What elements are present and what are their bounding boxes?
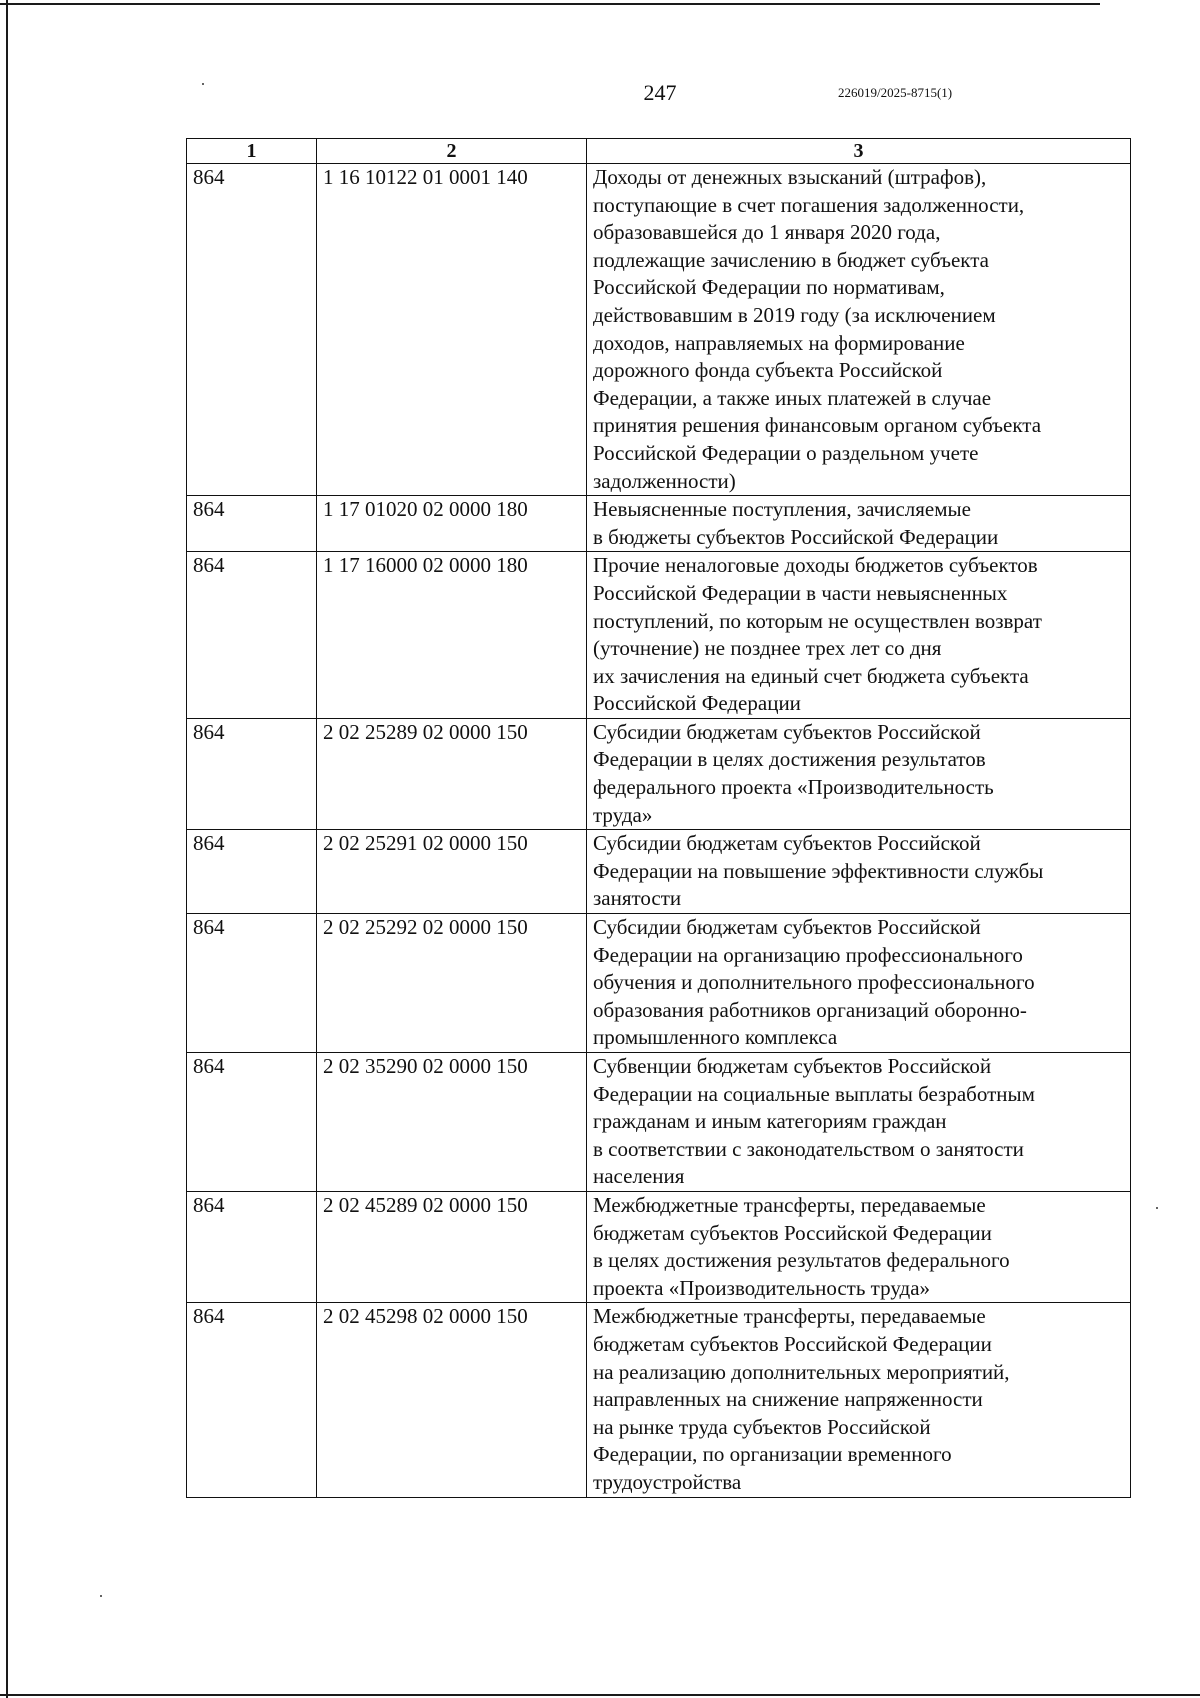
description-line: трудоустройства — [593, 1469, 742, 1494]
description-line: (уточнение) не позднее трех лет со дня — [593, 636, 942, 661]
description-line: федерального проекта «Производительность — [593, 775, 994, 800]
page-number: 247 — [643, 80, 677, 105]
admin-code-cell: 864 — [187, 1303, 317, 1497]
income-description-cell — [587, 496, 1131, 552]
column-header-2: 2 — [317, 139, 587, 164]
scan-speck — [202, 83, 204, 85]
description-line: доходов, направляемых на формирование — [593, 330, 965, 355]
budget-classification-code-cell: 2 02 25292 02 0000 150 — [317, 914, 587, 1053]
budget-classification-code-cell: 2 02 25289 02 0000 150 — [317, 718, 587, 829]
description-line: Российской Федерации в части невыясненных — [593, 580, 1008, 605]
description-line: Прочие неналоговые доходы бюджетов субъектов — [593, 553, 1038, 578]
budget-classification-code-cell: 1 16 10122 01 0001 140 — [317, 164, 587, 496]
budget-classification-code-cell: 1 17 01020 02 0000 180 — [317, 496, 587, 552]
budget-classification-code-cell: 2 02 25291 02 0000 150 — [317, 830, 587, 914]
description-line: в бюджеты субъектов Российской Федерации — [593, 524, 999, 549]
income-description-cell — [587, 552, 1131, 719]
admin-code-cell: 864 — [187, 914, 317, 1053]
description-line: Субвенции бюджетам субъектов Российской — [593, 1054, 992, 1078]
description-line: в соответствии с законодательством о занятости — [593, 1136, 1024, 1161]
admin-code-cell: 864 — [187, 830, 317, 914]
description-line: Межбюджетные трансферты, передаваемые — [593, 1304, 986, 1329]
table-row — [187, 718, 1131, 829]
description-line: проекта «Производительность труда» — [593, 1275, 931, 1300]
description-line: направленных на снижение напряженности — [593, 1387, 983, 1412]
scan-speck — [1156, 1207, 1158, 1209]
description-line: Субсидии бюджетам субъектов Российской — [593, 915, 981, 940]
description-line: Российской Федерации по нормативам, — [593, 275, 945, 300]
description-line: Субсидии бюджетам субъектов Российской — [593, 719, 981, 744]
admin-code-cell: 864 — [187, 1191, 317, 1302]
description-line: Российской Федерации о раздельном учете — [593, 440, 979, 465]
description-line: Федерации на организацию профессионального — [593, 942, 1023, 967]
scan-border-top — [0, 3, 1100, 5]
description-line: на рынке труда субъектов Российской — [593, 1414, 931, 1439]
description-line: Федерации, по организации временного — [593, 1442, 952, 1467]
description-line: промышленного комплекса — [593, 1025, 838, 1050]
income-description-cell — [587, 830, 1131, 914]
table-row — [187, 164, 1131, 496]
description-line: Российской Федерации — [593, 691, 801, 716]
document-id: 226019/2025-8715(1) — [838, 85, 953, 100]
description-line: Межбюджетные трансферты, передаваемые — [593, 1192, 986, 1217]
description-line: бюджетам субъектов Российской Федерации — [593, 1220, 992, 1245]
description-line: Невыясненные поступления, зачисляемые — [593, 497, 971, 522]
description-line: Федерации, а также иных платежей в случае — [593, 385, 992, 410]
income-description-cell — [587, 164, 1131, 496]
table-row — [187, 1191, 1131, 1302]
description-line: их зачисления на единый счет бюджета субъекта — [593, 663, 1029, 688]
description-line: Федерации в целях достижения результатов — [593, 747, 986, 772]
budget-classification-code-cell: 1 17 16000 02 0000 180 — [317, 552, 587, 719]
description-line: принятия решения финансовым органом субъекта — [593, 413, 1042, 438]
income-description-cell — [587, 718, 1131, 829]
table-row — [187, 914, 1131, 1053]
description-line: труда» — [593, 802, 653, 827]
description-line: обучения и дополнительного профессионального — [593, 970, 1035, 995]
admin-code-cell: 864 — [187, 552, 317, 719]
table-row — [187, 1303, 1131, 1497]
table-row — [187, 830, 1131, 914]
description-line: подлежащие зачислению в бюджет субъекта — [593, 247, 989, 272]
table-row — [187, 552, 1131, 719]
table-body — [187, 164, 1131, 1498]
admin-code-cell: 864 — [187, 718, 317, 829]
income-description-cell — [587, 1053, 1131, 1192]
admin-code-cell: 864 — [187, 164, 317, 496]
admin-code-cell: 864 — [187, 1053, 317, 1192]
table-row — [187, 496, 1131, 552]
budget-classification-code-cell: 2 02 45298 02 0000 150 — [317, 1303, 587, 1497]
description-line: Субсидии бюджетам субъектов Российской — [593, 831, 981, 856]
description-line: дорожного фонда субъекта Российской — [593, 358, 943, 383]
scan-border-bottom — [0, 1694, 1200, 1696]
description-line: занятости — [593, 886, 682, 911]
description-line: поступающие в счет погашения задолженности, — [593, 192, 1025, 217]
budget-classification-code-cell: 2 02 45289 02 0000 150 — [317, 1191, 587, 1302]
description-line: Федерации на повышение эффективности службы — [593, 858, 1044, 883]
income-description-cell — [587, 1303, 1131, 1497]
description-line: Доходы от денежных взысканий (штрафов), — [593, 165, 987, 189]
admin-code-cell: 864 — [187, 496, 317, 552]
income-codes-table — [186, 138, 1131, 1498]
column-header-3: 3 — [587, 139, 1131, 164]
description-line: действовавшим в 2019 году (за исключением — [593, 302, 996, 327]
description-line: задолженности) — [593, 468, 736, 493]
budget-classification-code-cell: 2 02 35290 02 0000 150 — [317, 1053, 587, 1192]
income-description-cell — [587, 1191, 1131, 1302]
column-header-1: 1 — [187, 139, 317, 164]
table-row — [187, 1053, 1131, 1192]
description-line: в целях достижения результатов федерального — [593, 1248, 1010, 1273]
scan-border-left — [6, 0, 8, 1698]
description-line: на реализацию дополнительных мероприятий, — [593, 1359, 1010, 1384]
description-line: населения — [593, 1164, 685, 1189]
description-line: образовавшейся до 1 января 2020 года, — [593, 220, 941, 245]
description-line: бюджетам субъектов Российской Федерации — [593, 1331, 992, 1356]
income-description-cell — [587, 914, 1131, 1053]
description-line: гражданам и иным категориям граждан — [593, 1109, 947, 1134]
description-line: образования работников организаций оборонно- — [593, 997, 1027, 1022]
description-line: Федерации на социальные выплаты безработным — [593, 1081, 1035, 1106]
table-header-row — [187, 139, 1131, 164]
scan-speck — [100, 1595, 102, 1597]
description-line: поступлений, по которым не осуществлен возврат — [593, 608, 1042, 633]
